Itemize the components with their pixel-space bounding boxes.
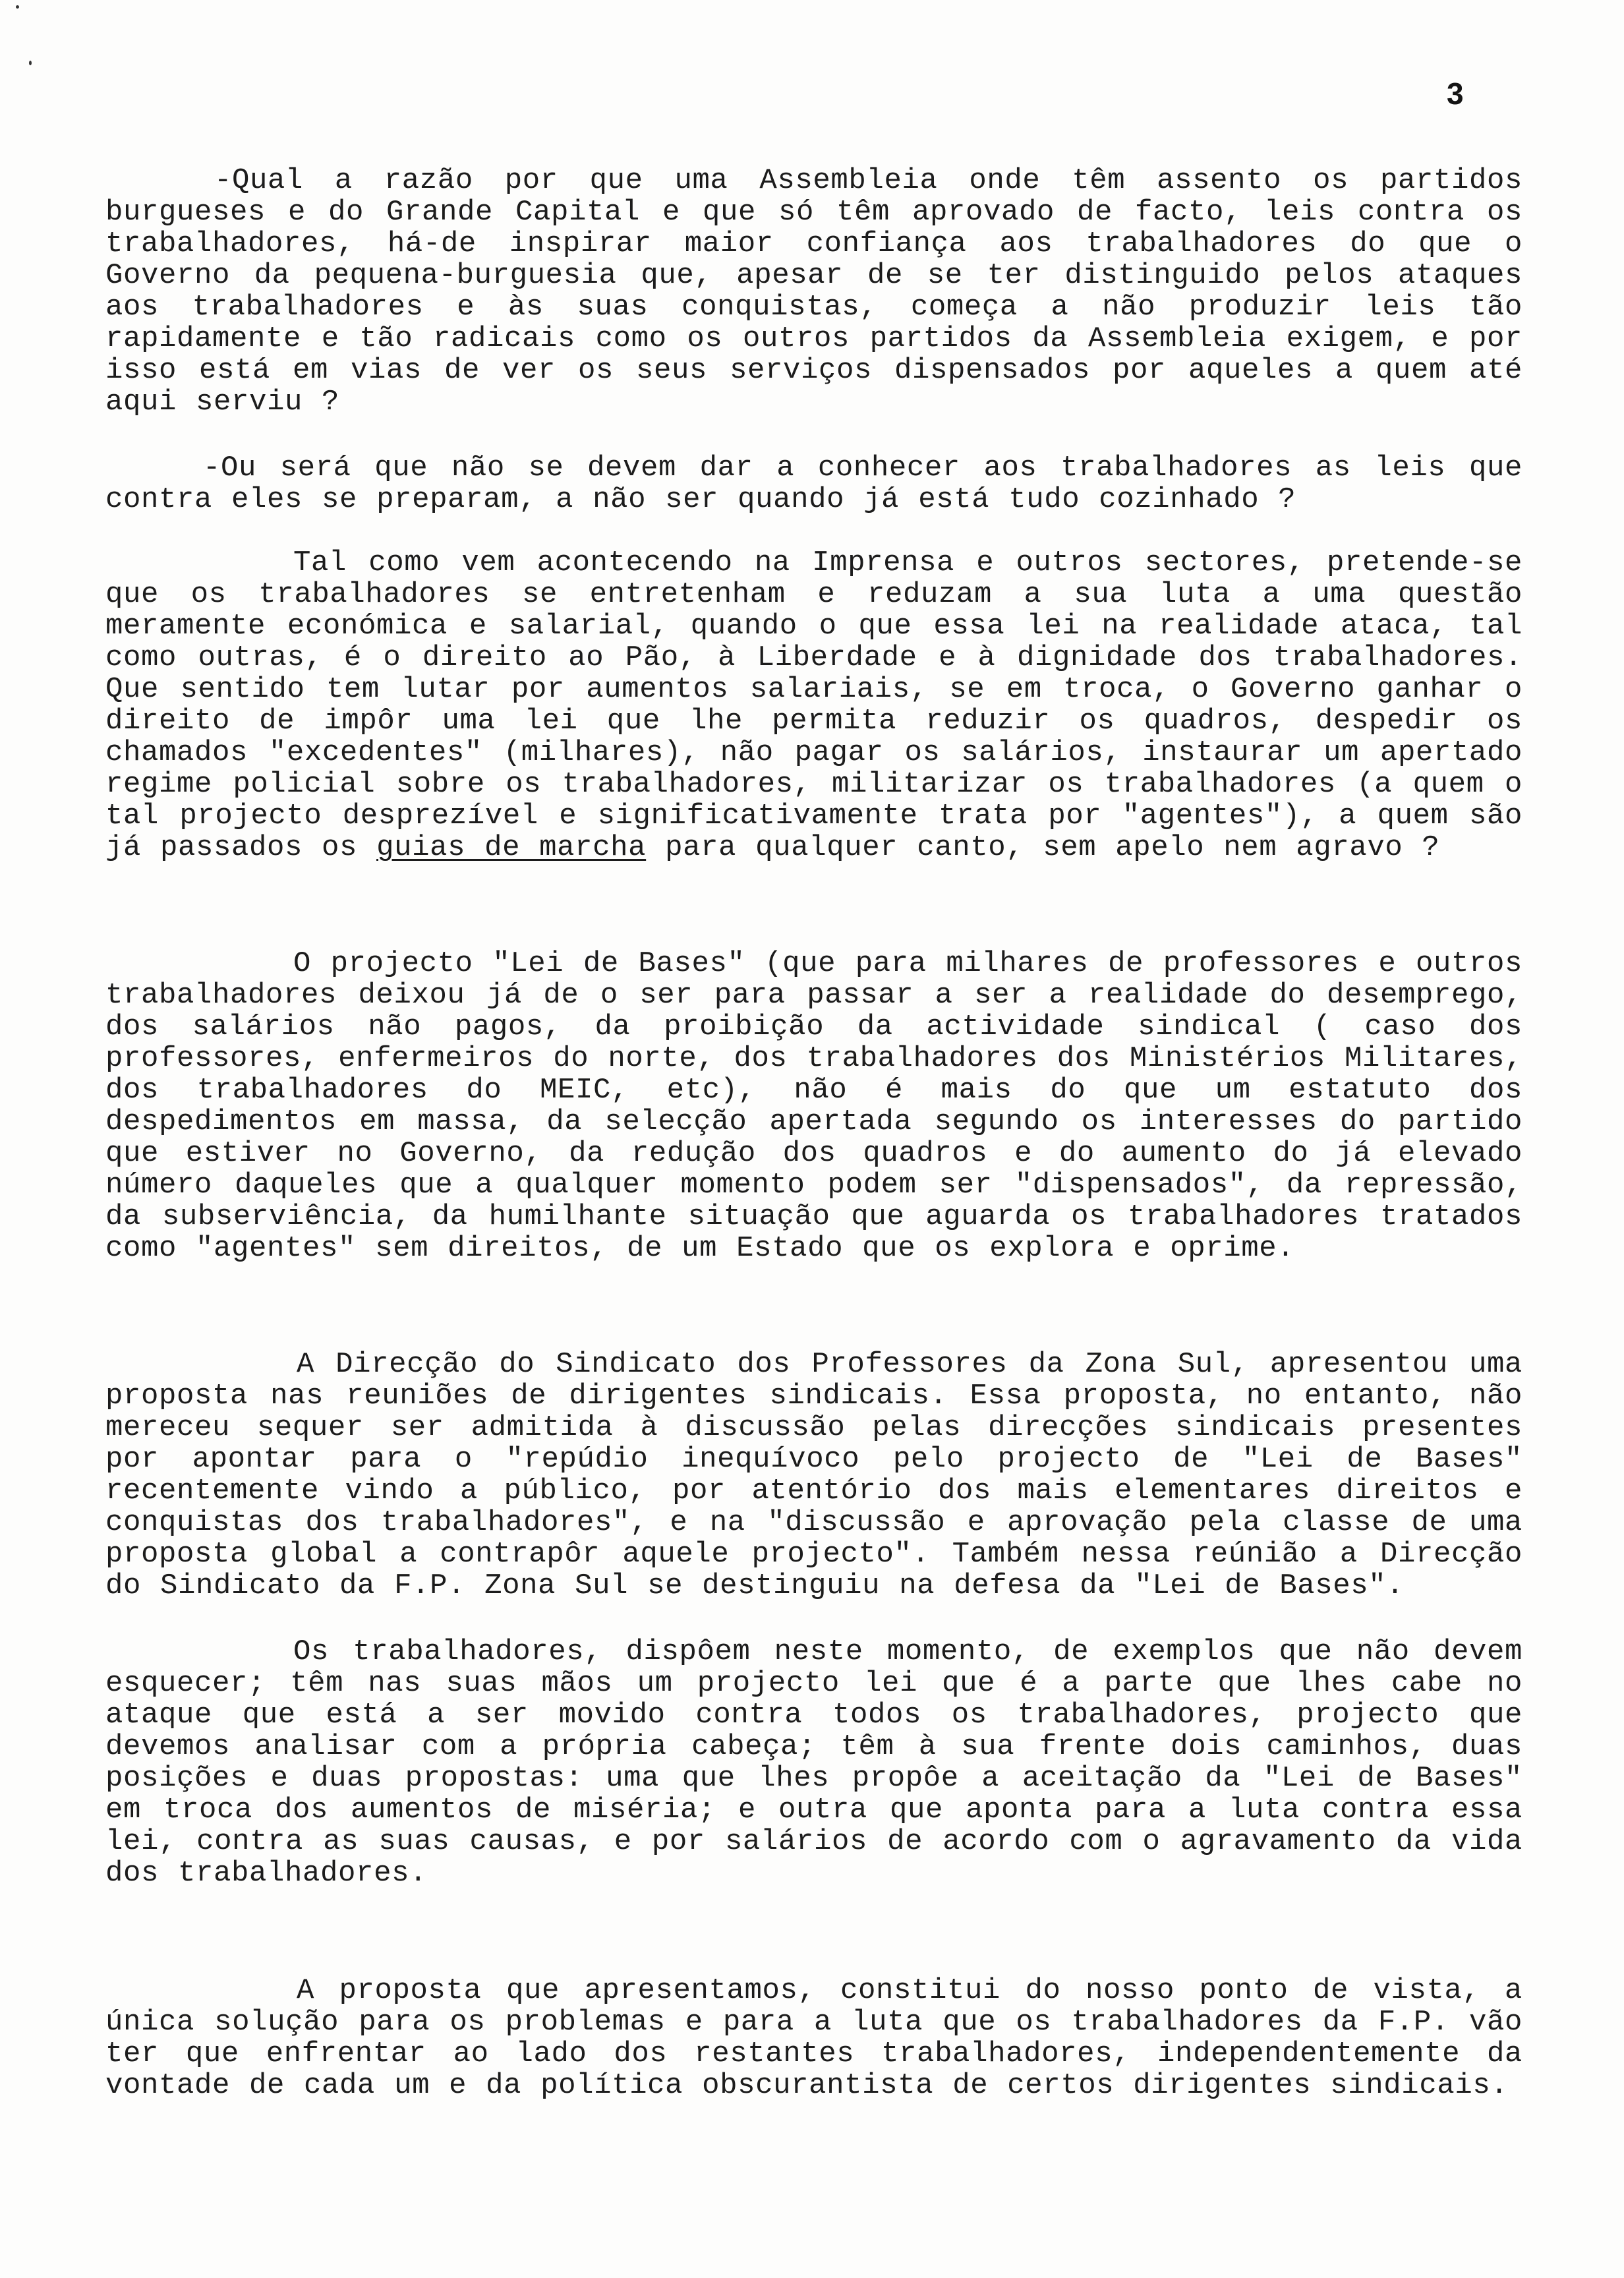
paragraph-question-leis: -Ou será que não se devem dar a conhecer aos trabalhadores as leis que contra eles se preparam, a não ser quando já está tudo cozinhado ?	[105, 452, 1522, 516]
document-body	[105, 165, 1522, 2101]
scan-speck	[29, 61, 32, 65]
paragraph-text: Tal como vem acontecendo na Imprensa e outros sectores, pretende-se que os trabalhadores se entretenham e reduzam a sua luta a uma questão meramente económica e salarial, quando o que essa lei na realidade ataca, tal como outras, é o direito ao Pão, à Liberdade e à dignidade dos trabalhadores. Que sentido tem lutar por aumentos salariais, se em troca, o Governo ganhar o direito de impôr uma lei que lhe permita reduzir os quadros, despedir os chamados "excedentes" (milhares), não pagar os salários, instaurar um apertado regime policial sobre os trabalhadores, militarizar os trabalhadores (a quem o tal projecto desprezível e significativamente trata por "agentes"), a quem são já passados os	[105, 546, 1522, 864]
paragraph-imprensa	[105, 547, 1522, 863]
underlined-phrase: guias de marcha	[376, 831, 647, 864]
scan-speck	[16, 5, 19, 9]
paragraph-proposta: A proposta que apresentamos, constitui do nosso ponto de vista, a única solução para os problemas e para a luta que os trabalhadores da F.P. vão ter que enfrentar ao lado dos restantes trabalhadores, independentemente da vontade de cada um e da política obscurantista de certos dirigentes sindicais.	[105, 1974, 1522, 2102]
paragraph-trabalhadores: Os trabalhadores, dispôem neste momento, de exemplos que não devem esquecer; têm nas suas mãos um projecto lei que é a parte que lhes cabe no ataque que está a ser movido contra todos os trabalhadores, projecto que devemos analisar com a própria cabeça; têm à sua frente dois caminhos, duas posições e duas propostas: uma que lhes propôe a aceitação da "Lei de Bases" em troca dos aumentos de miséria; e outra que aponta para a luta contra essa lei, contra as suas causas, e por salários de acordo com o agravamento da vida dos trabalhadores.	[105, 1635, 1522, 1890]
paragraph-question-assembleia: -Qual a razão por que uma Assembleia onde têm assento os partidos burgueses e do Grande Capital e que só têm aprovado de facto, leis contra os trabalhadores, há-de inspirar maior confiança aos trabalhadores do que o Governo da pequena-burguesia que, apesar de se ter distinguido pelos ataques aos trabalhadores e às suas conquistas, começa a não produzir leis tão rapidamente e tão radicais como os outros partidos da Assembleia exigem, e por isso está em vias de ver os seus serviços dispensados por aqueles a quem até aqui serviu ?	[105, 164, 1522, 419]
paragraph-text: para qualquer canto, sem apelo nem agravo ?	[646, 831, 1440, 864]
paragraph-lei-de-bases: O projecto "Lei de Bases" (que para milhares de professores e outros trabalhadores deixou já de o ser para passar a ser a realidade do desemprego, dos salários não pagos, da proibição da actividade sindical ( caso dos professores, enfermeiros do norte, dos trabalhadores dos Ministérios Militares, dos trabalhadores do MEIC, etc), não é mais do que um estatuto dos despedimentos em massa, da selecção apertada segundo os interesses do partido que estiver no Governo, da redução dos quadros e do aumento do já elevado número daqueles que a qualquer momento podem ser "dispensados", da repressão, da subserviência, da humilhante situação que aguarda os trabalhadores tratados como "agentes" sem direitos, de um Estado que os explora e oprime.	[105, 947, 1522, 1265]
page-number: 3	[1447, 76, 1464, 111]
paragraph-direccao-sindicato: A Direcção do Sindicato dos Professores da Zona Sul, apresentou uma proposta nas reuniões de dirigentes sindicais. Essa proposta, no entanto, não mereceu sequer ser admitida à discussão pelas direcções sindicais presentes por apontar para o "repúdio inequívoco pelo projecto de "Lei de Bases" recentemente vindo a público, por atentório dos mais elementares direitos e conquistas dos trabalhadores", e na "discussão e aprovação pela classe de uma proposta global a contrapôr aquele projecto". Também nessa reúnião a Direcção do Sindicato da F.P. Zona Sul se destinguiu na defesa da "Lei de Bases".	[105, 1348, 1522, 1602]
